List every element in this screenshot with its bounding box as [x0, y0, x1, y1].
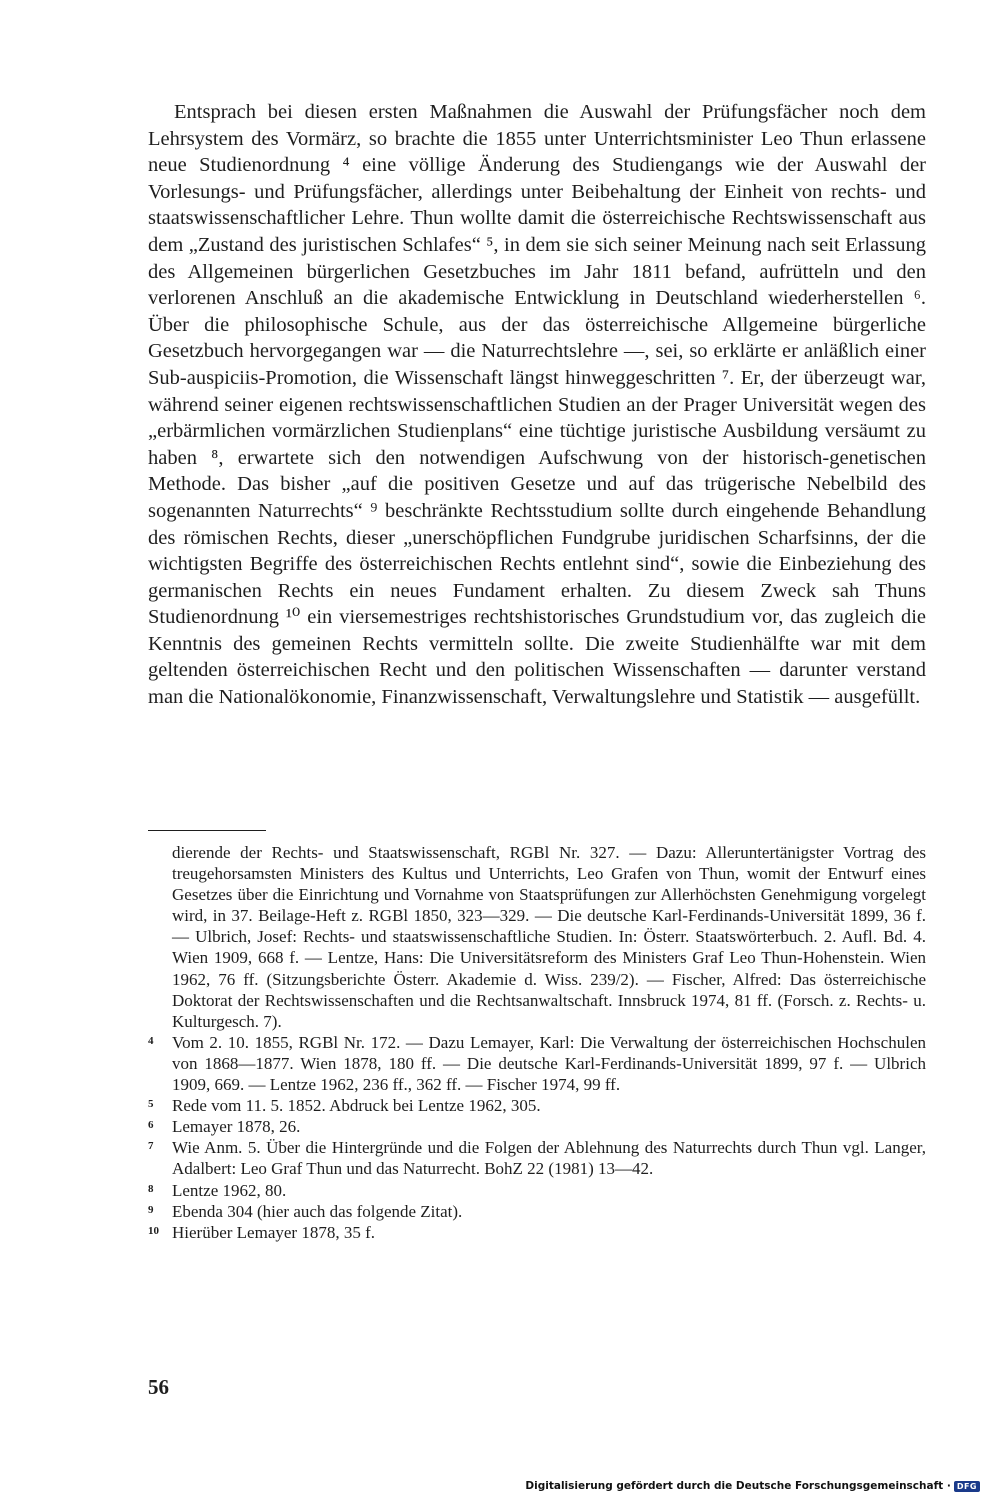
footnote-text: Vom 2. 10. 1855, RGBl Nr. 172. — Dazu Lemayer, Karl: Die Verwaltung der österreichischen Hochschulen von 1868—1877. Wien 1878, 180 ff. — Die deutsche Karl-Ferdinands-Universität 1899, 97 f. — Ulbrich 1909, 669. — Lentze 1962, 236 ff., 362 ff. — Fischer 1974, 99 ff.	[172, 1032, 926, 1095]
footnote-text: Lemayer 1878, 26.	[172, 1117, 301, 1137]
footnote-number: 8	[148, 1182, 154, 1195]
footnote-divider	[148, 830, 266, 831]
footnote-7	[148, 1137, 926, 1179]
footnote-continuation: dierende der Rechts- und Staatswissenschaft, RGBl Nr. 327. — Dazu: Alleruntertänigster Vortrag des treugehorsamsten Ministers des Kultus und Unterrichts, Leo Grafen von Thun, womit der Entwurf eines Gesetzes über die Einrichtung und Vornahme von Staatsprüfungen zur Allerhöchsten Genehmigung vorgelegt wird, in 37. Beilage-Heft z. RGBl 1850, 323—329. — Die deutsche Karl-Ferdinands-Universität 1899, 36 f. — Ulbrich, Josef: Rechts- und staatswissenschaftliche Studien. In: Österr. Staatswörterbuch. 2. Aufl. Bd. 4. Wien 1909, 668 f. — Lentze, Hans: Die Universitätsreform des Ministers Graf Leo Thun-Hohenstein. Wien 1962, 76 ff. (Sitzungsberichte Österr. Akademie d. Wiss. 239/2). — Fischer, Alfred: Das österreichische Doktorat der Rechtswissenschaften und die Rechtsanwaltschaft. Innsbruck 1974, 81 ff. (Forsch. z. Rechts- u. Kulturgesch. 7).	[172, 843, 926, 1031]
footnote-4	[148, 1032, 926, 1095]
footnotes	[148, 842, 926, 1243]
credit-text: Digitalisierung gefördert durch die Deutsche Forschungsgemeinschaft ·	[525, 1480, 951, 1492]
footnote-10	[148, 1222, 926, 1243]
body-paragraph: Entsprach bei diesen ersten Maßnahmen die Auswahl der Prüfungsfächer noch dem Lehrsystem des Vormärz, so brachte die 1855 unter Unterrichtsminister Leo Thun erlassene neue Studienordnung ⁴ eine völlige Änderung des Studiengangs wie der Auswahl der Vorlesungs- und Prüfungsfächer, allerdings unter Beibehaltung der Einheit von rechts- und staatswissenschaftlicher Lehre. Thun wollte damit die österreichische Rechtswissenschaft aus dem „Zustand des juristischen Schlafes“ ⁵, in dem sie sich seiner Meinung nach seit Erlassung des Allgemeinen bürgerlichen Gesetzbuches im Jahr 1811 befand, aufrütteln und den verlorenen Anschluß an die akademische Entwicklung in Deutschland wiederherstellen ⁶. Über die philosophische Schule, aus der das österreichische Allgemeine bürgerliche Gesetzbuch hervorgegangen war — die Naturrechtslehre —, sei, so erklärte er anläßlich einer Sub-auspiciis-Promotion, die Wissenschaft längst hinweggeschritten ⁷. Er, der überzeugt war, während seiner eigenen rechtswissenschaftlichen Studien an der Prager Universität wegen des „erbärmlichen vormärzlichen Studienplans“ eine tüchtige juristische Ausbildung versäumt zu haben ⁸, erwartete sich den notwendigen Aufschwung von der historisch-genetischen Methode. Das bisher „auf die positiven Gesetze und auf das trügerische Nebelbild des sogenannten Naturrechts“ ⁹ beschränkte Rechtsstudium sollte durch eingehende Behandlung des römischen Rechts, dieser „unerschöpflichen Fundgrube juridischen Scharfsinns, der die wichtigsten Begriffe des österreichischen Rechts entlehnt sind“, sowie die Einbeziehung des germanischen Rechts ein neues Fundament erhalten. Zu diesem Zweck sah Thuns Studienordnung ¹⁰ ein viersemestriges rechtshistorisches Grundstudium vor, das zugleich die Kenntnis des gemeinen Rechts vermitteln sollte. Die zweite Studienhälfte war mit dem geltenden österreichischen Recht und den politischen Wissenschaften — darunter verstand man die Nationalökonomie, Finanzwissenschaft, Verwaltungslehre und Statistik — ausgefüllt.	[148, 101, 926, 709]
footnote-text: Rede vom 11. 5. 1852. Abdruck bei Lentze 1962, 305.	[172, 1096, 541, 1116]
footnote-number: 9	[148, 1203, 154, 1216]
footnote-number: 10	[148, 1224, 159, 1237]
main-text	[148, 99, 926, 711]
footnote-6	[148, 1116, 926, 1137]
footnote-number: 4	[148, 1034, 154, 1047]
footnote-text: Hierüber Lemayer 1878, 35 f.	[172, 1222, 375, 1242]
footnote-number: 5	[148, 1098, 154, 1111]
footnote-text: Lentze 1962, 80.	[172, 1180, 287, 1200]
footnote-text: Wie Anm. 5. Über die Hintergründe und die Folgen der Ablehnung des Naturrechts durch Thun vgl. Langer, Adalbert: Leo Graf Thun und das Naturrecht. BohZ 22 (1981) 13—42.	[172, 1138, 926, 1179]
footnote-text: Ebenda 304 (hier auch das folgende Zitat).	[172, 1201, 463, 1221]
dfg-logo: DFG	[954, 1481, 980, 1492]
footnote-8	[148, 1180, 926, 1201]
footnote-5	[148, 1095, 926, 1116]
footnote-9	[148, 1201, 926, 1222]
digitization-credit	[525, 1480, 980, 1492]
footnote-number: 6	[148, 1119, 154, 1132]
footnote-number: 7	[148, 1140, 154, 1153]
page-number: 56	[148, 1375, 169, 1399]
